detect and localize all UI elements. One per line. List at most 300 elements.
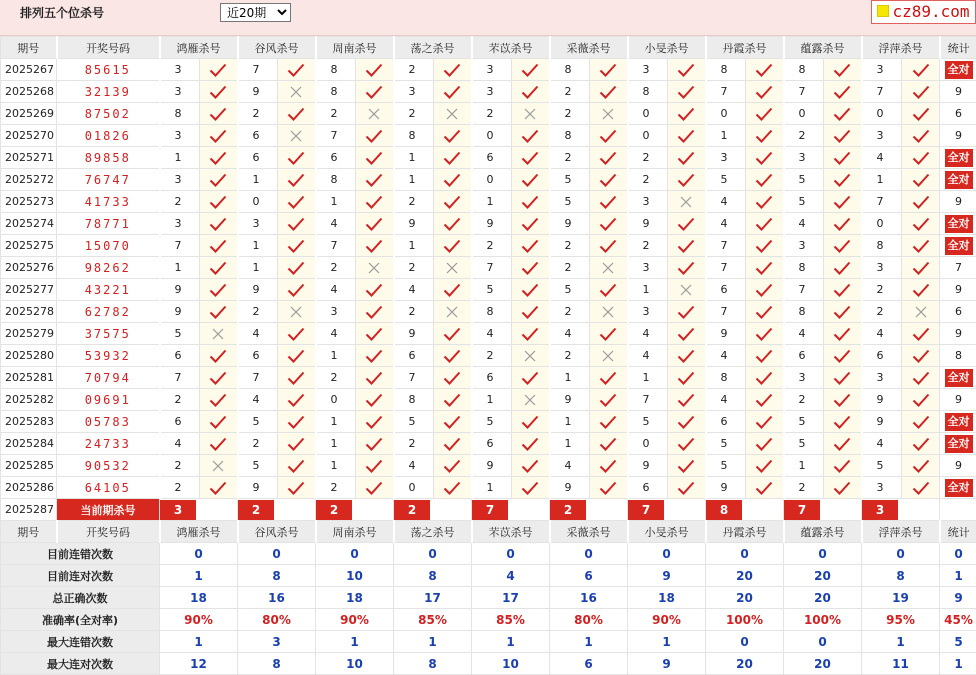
issue-cell: 2025270 [1,125,57,147]
kill-number-cell: 0 [472,125,512,147]
check-icon [278,367,316,389]
check-icon [512,477,550,499]
kill-number-cell: 7 [706,301,746,323]
col-header-killer: 浮萍杀号 [862,37,940,59]
kill-number-cell: 9 [550,477,590,499]
check-icon [902,389,940,411]
check-icon [902,345,940,367]
stat-cell [940,169,976,191]
stat-cell: 9 [940,323,976,345]
kill-number-cell: 6 [160,345,200,367]
kill-number-cell: 1 [160,257,200,279]
all-right-badge: 全对 [945,237,973,255]
kill-number-cell: 7 [706,81,746,103]
summary-value: 90% [316,609,394,631]
kill-number-cell: 3 [862,477,902,499]
kill-number-cell: 0 [394,477,434,499]
all-right-badge: 全对 [945,479,973,497]
draw-code-cell: 70794 [57,367,160,389]
col-header-killer: 谷风杀号 [238,521,316,543]
col-header-killer: 浮萍杀号 [862,521,940,543]
check-icon [824,191,862,213]
kill-number-cell: 2 [238,103,278,125]
check-icon [590,191,628,213]
check-icon [746,147,784,169]
table-row [1,103,976,125]
kill-number-cell: 2 [472,103,512,125]
check-icon [824,323,862,345]
kill-number-cell: 8 [472,301,512,323]
cross-icon [356,103,394,125]
kill-number-cell: 3 [238,213,278,235]
check-icon [824,279,862,301]
stat-cell: 9 [940,279,976,301]
kill-number-cell: 9 [628,213,668,235]
kill-number-cell: 2 [160,477,200,499]
kill-number-cell: 4 [550,455,590,477]
stat-cell [940,147,976,169]
check-icon [200,477,238,499]
check-icon [824,257,862,279]
current-kill-cell [238,499,316,521]
summary-stat: 0 [940,543,976,565]
summary-label: 总正确次数 [1,587,160,609]
kill-number-cell: 1 [706,125,746,147]
check-icon [200,81,238,103]
summary-stat: 1 [940,565,976,587]
kill-number-cell: 5 [160,323,200,345]
summary-value: 1 [160,631,238,653]
kill-number-cell: 5 [550,279,590,301]
check-icon [746,279,784,301]
kill-number-cell: 7 [784,81,824,103]
check-icon [512,191,550,213]
check-icon [434,235,472,257]
current-kill-cell [784,499,862,521]
summary-value: 20 [706,587,784,609]
summary-value: 0 [706,543,784,565]
kill-number-cell: 3 [784,367,824,389]
check-icon [668,257,706,279]
stat-cell [940,477,976,499]
table-row [1,411,976,433]
summary-value: 0 [784,543,862,565]
kill-number-cell: 5 [706,169,746,191]
kill-number-cell: 7 [238,59,278,81]
check-icon [668,81,706,103]
stat-cell: 9 [940,389,976,411]
kill-number-cell: 2 [394,433,434,455]
kill-number-cell: 3 [316,301,356,323]
kill-number-cell: 8 [394,125,434,147]
check-icon [902,411,940,433]
col-header-code: 开奖号码 [57,521,160,543]
kill-number-cell: 3 [862,257,902,279]
draw-code-cell: 87502 [57,103,160,125]
kill-number-cell: 8 [316,81,356,103]
summary-value: 90% [160,609,238,631]
draw-code-cell: 78771 [57,213,160,235]
summary-value: 19 [862,587,940,609]
kill-number-cell: 8 [394,389,434,411]
current-kill-cell [628,499,706,521]
check-icon [200,367,238,389]
check-icon [590,367,628,389]
kill-number-cell: 6 [472,433,512,455]
check-icon [356,345,394,367]
kill-number-cell: 0 [628,103,668,125]
summary-value: 95% [862,609,940,631]
kill-number-cell: 2 [394,301,434,323]
kill-number-cell: 9 [160,279,200,301]
summary-header-row [1,521,976,543]
issue-cell: 2025267 [1,59,57,81]
kill-number-cell: 4 [628,345,668,367]
kill-number-cell: 2 [472,235,512,257]
kill-number-cell: 4 [862,433,902,455]
kill-number-cell: 1 [862,169,902,191]
kill-number-cell: 2 [472,345,512,367]
check-icon [278,169,316,191]
summary-row [1,587,976,609]
check-icon [590,169,628,191]
summary-value: 100% [706,609,784,631]
check-icon [746,345,784,367]
kill-number-cell: 3 [160,169,200,191]
summary-value: 20 [784,587,862,609]
summary-value: 1 [628,631,706,653]
kill-number-cell: 7 [394,367,434,389]
issue-cell: 2025282 [1,389,57,411]
kill-number-cell: 2 [550,103,590,125]
check-icon [356,125,394,147]
draw-code-cell: 76747 [57,169,160,191]
kill-number-cell: 3 [160,125,200,147]
check-icon [356,367,394,389]
kill-number-cell: 1 [238,169,278,191]
kill-number-cell: 9 [238,477,278,499]
kill-number-cell: 2 [316,257,356,279]
kill-number-cell: 3 [862,367,902,389]
kill-number-cell: 4 [160,433,200,455]
kill-number-cell: 7 [238,367,278,389]
table-row [1,257,976,279]
check-icon [356,169,394,191]
check-icon [746,301,784,323]
check-icon [668,389,706,411]
check-icon [590,213,628,235]
kill-number-cell: 4 [550,323,590,345]
kill-number-cell: 3 [628,59,668,81]
kill-number-cell: 4 [862,323,902,345]
check-icon [746,169,784,191]
issue-cell: 2025286 [1,477,57,499]
issue-cell: 2025285 [1,455,57,477]
check-icon [824,169,862,191]
check-icon [668,455,706,477]
stat-cell: 8 [940,345,976,367]
all-right-badge: 全对 [945,215,973,233]
current-kill-number: 2 [394,500,430,520]
kill-number-cell: 6 [628,477,668,499]
check-icon [902,213,940,235]
kill-number-cell: 9 [394,213,434,235]
stat-cell: 7 [940,257,976,279]
kill-number-cell: 4 [238,389,278,411]
kill-number-cell: 3 [628,301,668,323]
col-header-killer: 小旻杀号 [628,37,706,59]
current-stat-cell [940,499,976,521]
issue-cell: 2025272 [1,169,57,191]
col-header-killer: 谷风杀号 [238,37,316,59]
summary-value: 18 [316,587,394,609]
kill-number-cell: 9 [862,389,902,411]
cross-icon [278,125,316,147]
summary-value: 9 [628,565,706,587]
kill-number-cell: 1 [316,345,356,367]
summary-value: 0 [316,543,394,565]
cross-icon [434,301,472,323]
kill-number-cell: 2 [238,301,278,323]
check-icon [590,125,628,147]
check-icon [902,81,940,103]
kill-number-cell: 6 [784,345,824,367]
check-icon [902,235,940,257]
kill-number-cell: 7 [862,81,902,103]
current-kill-number: 7 [628,500,664,520]
check-icon [278,345,316,367]
check-icon [434,455,472,477]
summary-value: 11 [862,653,940,675]
kill-number-cell: 5 [550,191,590,213]
summary-stat: 5 [940,631,976,653]
kill-number-cell: 2 [160,389,200,411]
current-kill-number: 3 [862,500,898,520]
issue-cell: 2025271 [1,147,57,169]
kill-number-cell: 7 [316,125,356,147]
check-icon [824,455,862,477]
kill-number-cell: 8 [784,257,824,279]
check-icon [200,257,238,279]
kill-number-cell: 9 [550,389,590,411]
check-icon [356,455,394,477]
check-icon [356,411,394,433]
col-header-issue: 期号 [1,521,57,543]
table-row [1,301,976,323]
stat-cell [940,59,976,81]
kill-number-cell: 9 [238,81,278,103]
stat-cell: 9 [940,125,976,147]
check-icon [434,477,472,499]
kill-number-cell: 5 [784,433,824,455]
check-icon [512,367,550,389]
kill-number-cell: 5 [784,411,824,433]
kill-number-cell: 5 [862,455,902,477]
summary-value: 1 [160,565,238,587]
issue-cell: 2025284 [1,433,57,455]
kill-number-cell: 6 [160,411,200,433]
check-icon [356,301,394,323]
stat-cell: 9 [940,191,976,213]
issue-cell: 2025274 [1,213,57,235]
all-right-badge: 全对 [945,435,973,453]
kill-number-cell: 3 [472,81,512,103]
summary-row [1,653,976,675]
col-header-killer: 周南杀号 [316,37,394,59]
summary-row [1,631,976,653]
check-icon [668,411,706,433]
cross-icon [512,389,550,411]
cross-icon [668,279,706,301]
col-header-killer: 采薇杀号 [550,521,628,543]
check-icon [278,279,316,301]
check-icon [902,191,940,213]
summary-label: 目前连对次数 [1,565,160,587]
kill-number-cell: 2 [238,433,278,455]
summary-label: 最大连对次数 [1,653,160,675]
kill-number-cell: 0 [628,125,668,147]
check-icon [512,169,550,191]
kill-number-cell: 6 [316,147,356,169]
kill-number-cell: 1 [472,389,512,411]
summary-value: 6 [550,653,628,675]
kill-number-cell: 1 [472,477,512,499]
stat-cell: 9 [940,81,976,103]
summary-value: 16 [238,587,316,609]
cross-icon [668,191,706,213]
kill-number-cell: 6 [706,279,746,301]
kill-number-cell: 0 [238,191,278,213]
cross-icon [356,257,394,279]
col-header-stat: 统计 [940,37,976,59]
kill-number-cell: 4 [706,389,746,411]
check-icon [278,323,316,345]
check-icon [824,367,862,389]
kill-number-cell: 4 [316,323,356,345]
kill-number-cell: 9 [862,411,902,433]
kill-number-cell: 4 [628,323,668,345]
kill-number-cell: 2 [862,301,902,323]
col-header-issue: 期号 [1,37,57,59]
summary-stat: 1 [940,653,976,675]
kill-number-cell: 3 [628,257,668,279]
col-header-killer: 鸿雁杀号 [160,521,238,543]
check-icon [590,147,628,169]
kill-number-cell: 1 [238,235,278,257]
kill-number-cell: 2 [628,235,668,257]
kill-number-cell: 2 [784,477,824,499]
current-kill-cell [706,499,784,521]
top-bar [0,0,976,36]
table-row [1,455,976,477]
all-right-badge: 全对 [945,369,973,387]
kill-number-cell: 4 [784,323,824,345]
issue-cell: 2025278 [1,301,57,323]
kill-number-cell: 6 [238,147,278,169]
check-icon [356,389,394,411]
kill-number-cell: 0 [862,213,902,235]
check-icon [512,301,550,323]
check-icon [278,389,316,411]
check-icon [668,433,706,455]
check-icon [668,345,706,367]
kill-number-cell: 6 [394,345,434,367]
stat-cell: 6 [940,301,976,323]
check-icon [278,477,316,499]
check-icon [902,279,940,301]
current-issue-cell: 2025287 [1,499,57,521]
check-icon [668,169,706,191]
logo-text: cz89.com [892,2,969,21]
draw-code-cell: 43221 [57,279,160,301]
kill-number-cell: 7 [316,235,356,257]
check-icon [668,477,706,499]
check-icon [902,125,940,147]
kill-number-cell: 9 [472,455,512,477]
check-icon [200,235,238,257]
kill-number-cell: 5 [784,169,824,191]
check-icon [356,433,394,455]
kill-number-cell: 4 [706,213,746,235]
kill-number-cell: 8 [316,169,356,191]
kill-number-cell: 5 [706,455,746,477]
site-logo[interactable] [871,0,976,24]
table-row [1,191,976,213]
period-select[interactable] [220,3,291,22]
check-icon [590,411,628,433]
kill-number-cell: 7 [706,257,746,279]
cross-icon [590,257,628,279]
kill-number-cell: 6 [472,367,512,389]
check-icon [668,301,706,323]
kill-number-cell: 5 [706,433,746,455]
kill-number-cell: 7 [160,235,200,257]
summary-value: 1 [394,631,472,653]
kill-number-cell: 0 [472,169,512,191]
col-header-killer: 周南杀号 [316,521,394,543]
issue-cell: 2025269 [1,103,57,125]
summary-value: 0 [472,543,550,565]
kill-number-cell: 9 [160,301,200,323]
kill-number-cell: 0 [316,389,356,411]
current-kill-cell [316,499,394,521]
kill-number-cell: 2 [550,257,590,279]
summary-value: 0 [784,631,862,653]
check-icon [746,191,784,213]
kill-number-cell: 3 [160,81,200,103]
check-icon [512,455,550,477]
summary-value: 100% [784,609,862,631]
summary-row [1,565,976,587]
kill-number-cell: 7 [160,367,200,389]
table-row [1,477,976,499]
check-icon [512,433,550,455]
summary-value: 18 [628,587,706,609]
cross-icon [278,81,316,103]
check-icon [590,477,628,499]
all-right-badge: 全对 [945,149,973,167]
summary-value: 1 [550,631,628,653]
check-icon [434,191,472,213]
current-kill-cell [550,499,628,521]
summary-value: 80% [238,609,316,631]
draw-code-cell: 90532 [57,455,160,477]
table-row [1,367,976,389]
summary-value: 0 [706,631,784,653]
check-icon [746,125,784,147]
kill-number-cell: 2 [394,191,434,213]
col-header-killer: 蕴露杀号 [784,37,862,59]
